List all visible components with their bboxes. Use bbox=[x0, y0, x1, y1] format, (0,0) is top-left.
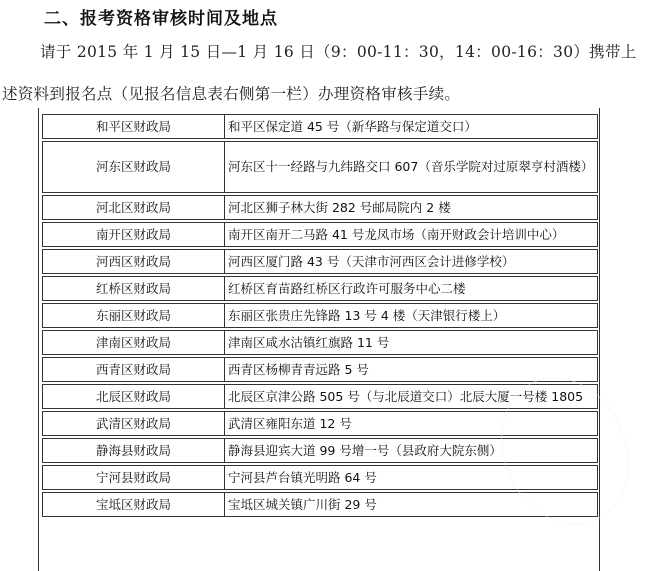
address-cell: 西青区杨柳青青远路 5 号 bbox=[225, 357, 598, 382]
office-name-cell: 和平区财政局 bbox=[42, 114, 225, 139]
office-name-cell: 河西区财政局 bbox=[42, 249, 225, 274]
office-name-cell: 宝坻区财政局 bbox=[42, 492, 225, 517]
table-row bbox=[42, 141, 598, 193]
office-name-cell: 静海县财政局 bbox=[42, 438, 225, 463]
table-row bbox=[42, 357, 598, 382]
address-cell: 河北区狮子林大街 282 号邮局院内 2 楼 bbox=[225, 195, 598, 220]
address-cell: 武清区雍阳东道 12 号 bbox=[225, 411, 598, 436]
address-cell: 和平区保定道 45 号（新华路与保定道交口） bbox=[225, 114, 598, 139]
table-row bbox=[42, 492, 598, 517]
table-row bbox=[42, 249, 598, 274]
office-name-cell: 西青区财政局 bbox=[42, 357, 225, 382]
table-row bbox=[42, 195, 598, 220]
office-name-cell: 北辰区财政局 bbox=[42, 384, 225, 409]
office-name-cell: 红桥区财政局 bbox=[42, 276, 225, 301]
address-cell: 宝坻区城关镇广川街 29 号 bbox=[225, 492, 598, 517]
address-cell: 南开区南开二马路 41 号龙凤市场（南开财政会计培训中心） bbox=[225, 222, 598, 247]
office-name-cell: 武清区财政局 bbox=[42, 411, 225, 436]
table-row bbox=[42, 303, 598, 328]
table-row bbox=[42, 276, 598, 301]
office-name-cell: 河北区财政局 bbox=[42, 195, 225, 220]
address-cell: 宁河县芦台镇光明路 64 号 bbox=[225, 465, 598, 490]
section-heading: 二、报考资格审核时间及地点 bbox=[44, 9, 278, 29]
address-cell: 东丽区张贵庄先锋路 13 号 4 楼（天津银行楼上） bbox=[225, 303, 598, 328]
table-row bbox=[42, 222, 598, 247]
address-cell: 河东区十一经路与九纬路交口 607（音乐学院对过原翠亨村酒楼） bbox=[225, 141, 598, 193]
office-name-cell: 津南区财政局 bbox=[42, 330, 225, 355]
office-name-cell: 南开区财政局 bbox=[42, 222, 225, 247]
paragraph-line-1: 请于 2015 年 1 月 15 日—1 月 16 日（9：00-11：30，14：00-16：30）携带上 bbox=[40, 43, 637, 61]
address-cell: 北辰区京津公路 505 号（与北辰道交口）北辰大厦一号楼 1805 bbox=[225, 384, 598, 409]
address-cell: 河西区厦门路 43 号（天津市河西区会计进修学校） bbox=[225, 249, 598, 274]
table-row bbox=[42, 330, 598, 355]
table-row bbox=[42, 114, 598, 139]
office-name-cell: 宁河县财政局 bbox=[42, 465, 225, 490]
paragraph-line-2: 述资料到报名点（见报名信息表右侧第一栏）办理资格审核手续。 bbox=[2, 85, 461, 103]
office-name-cell: 东丽区财政局 bbox=[42, 303, 225, 328]
address-cell: 津南区咸水沽镇红旗路 11 号 bbox=[225, 330, 598, 355]
office-name-cell: 河东区财政局 bbox=[42, 141, 225, 193]
address-cell: 静海县迎宾大道 99 号增一号（县政府大院东侧） bbox=[225, 438, 598, 463]
address-cell: 红桥区育苗路红桥区行政许可服务中心二楼 bbox=[225, 276, 598, 301]
